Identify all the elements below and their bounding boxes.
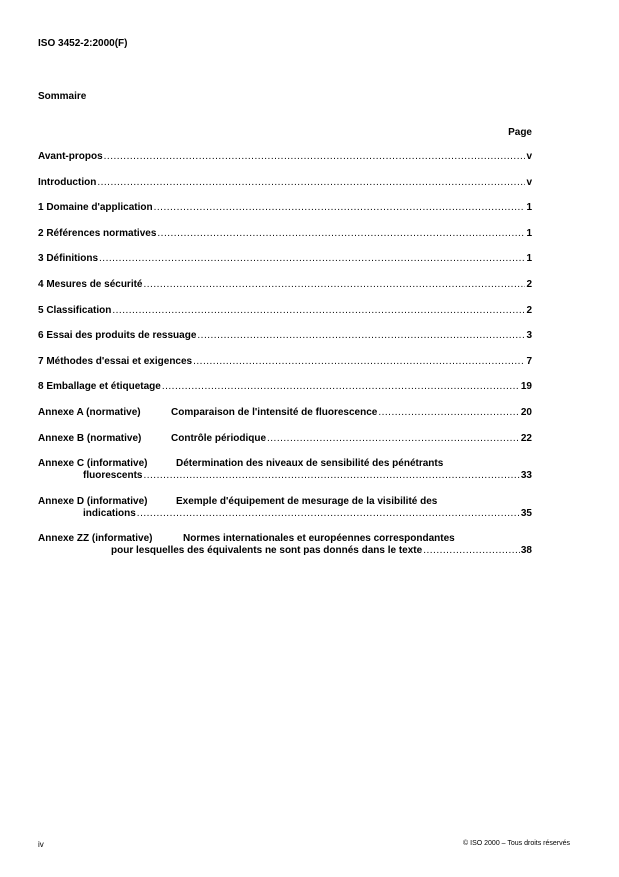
toc-entry[interactable] — [38, 228, 532, 240]
toc-entry[interactable] — [38, 151, 532, 163]
toc-entry[interactable] — [38, 202, 532, 214]
toc-annex-entry[interactable] — [38, 433, 532, 445]
toc-entry-page: 19 — [520, 381, 532, 393]
leader-dots — [267, 433, 520, 445]
toc-entry[interactable] — [38, 177, 532, 189]
annex-title-cont: indications — [83, 507, 136, 519]
leader-dots — [99, 253, 525, 265]
toc-entry-page: 33 — [520, 470, 532, 482]
toc-entry[interactable] — [38, 330, 532, 342]
toc-entry-label: Introduction — [38, 176, 97, 188]
toc-entry[interactable] — [38, 253, 532, 265]
annex-title: Comparaison de l'intensité de fluorescence — [171, 406, 378, 418]
page-title: Sommaire — [38, 91, 87, 102]
annex-title-cont: fluorescents — [83, 470, 143, 482]
toc-entry-page: v — [526, 151, 532, 162]
toc-entry[interactable] — [38, 381, 532, 393]
toc-entry-page: 20 — [520, 406, 532, 418]
toc-entry[interactable] — [38, 356, 532, 368]
toc-entry-label: Avant-propos — [38, 151, 103, 162]
annex-title-cont: pour lesquelles des équivalents ne sont pas donnés dans le texte — [111, 545, 423, 557]
page-column-header: Page — [508, 127, 532, 138]
leader-dots — [97, 177, 525, 189]
toc-entry-page: 3 — [526, 330, 532, 342]
leader-dots — [104, 151, 526, 163]
annex-tag: Annexe C (informative) — [38, 458, 148, 470]
leader-dots — [137, 508, 520, 520]
toc-entry-label: 4 Mesures de sécurité — [38, 278, 143, 290]
annex-title: Normes internationales et européennes correspondantes — [183, 533, 455, 545]
toc-entry-page: 1 — [526, 253, 532, 265]
page-number: iv — [38, 840, 44, 849]
toc-entry-page: 7 — [526, 355, 532, 367]
leader-dots — [154, 202, 526, 214]
toc-entry-page: 1 — [526, 227, 532, 239]
annex-title: Détermination des niveaux de sensibilité des pénétrants — [176, 458, 444, 470]
table-of-contents — [38, 151, 532, 557]
toc-entry-label: 7 Méthodes d'essai et exigences — [38, 355, 193, 367]
annex-tag: Annexe B (normative) — [38, 432, 142, 444]
toc-entry[interactable] — [38, 279, 532, 291]
toc-entry-label: 8 Emballage et étiquetage — [38, 381, 161, 393]
toc-annex-entry-line2[interactable] — [38, 470, 532, 482]
toc-entry-page: 2 — [526, 304, 532, 316]
toc-entry-label: 3 Définitions — [38, 253, 99, 265]
toc-annex-entry-line1[interactable] — [38, 458, 532, 470]
toc-annex-entry-line1[interactable] — [38, 496, 532, 508]
toc-entry-page: 22 — [520, 432, 532, 444]
toc-entry-page: v — [526, 176, 532, 188]
toc-entry-label: 1 Domaine d'application — [38, 202, 153, 214]
toc-entry[interactable] — [38, 305, 532, 317]
annex-tag: Annexe D (informative) — [38, 495, 148, 507]
leader-dots — [143, 470, 519, 482]
document-id: ISO 3452-2:2000(F) — [38, 38, 128, 49]
toc-entry-page: 38 — [520, 545, 532, 557]
toc-entry-label: 2 Références normatives — [38, 227, 157, 239]
annex-tag: Annexe A (normative) — [38, 406, 141, 418]
toc-entry-page: 2 — [526, 278, 532, 290]
leader-dots — [193, 356, 525, 368]
annex-title: Exemple d'équipement de mesurage de la visibilité des — [176, 495, 438, 507]
toc-entry-label: 5 Classification — [38, 304, 112, 316]
leader-dots — [157, 228, 525, 240]
leader-dots — [112, 305, 525, 317]
toc-annex-entry-line2[interactable] — [38, 545, 532, 557]
leader-dots — [423, 545, 520, 557]
toc-entry-label: 6 Essai des produits de ressuage — [38, 330, 197, 342]
leader-dots — [144, 279, 526, 291]
annex-title: Contrôle périodique — [171, 432, 266, 444]
leader-dots — [197, 330, 525, 342]
toc-annex-entry-line1[interactable] — [38, 533, 532, 545]
toc-entry-page: 1 — [526, 202, 532, 214]
toc-annex-entry[interactable] — [38, 407, 532, 419]
leader-dots — [162, 381, 520, 393]
toc-annex-entry-line2[interactable] — [38, 508, 532, 520]
toc-entry-page: 35 — [520, 507, 532, 519]
copyright-notice: © ISO 2000 – Tous droits réservés — [463, 840, 570, 847]
annex-tag: Annexe ZZ (informative) — [38, 533, 153, 545]
leader-dots — [378, 407, 520, 419]
